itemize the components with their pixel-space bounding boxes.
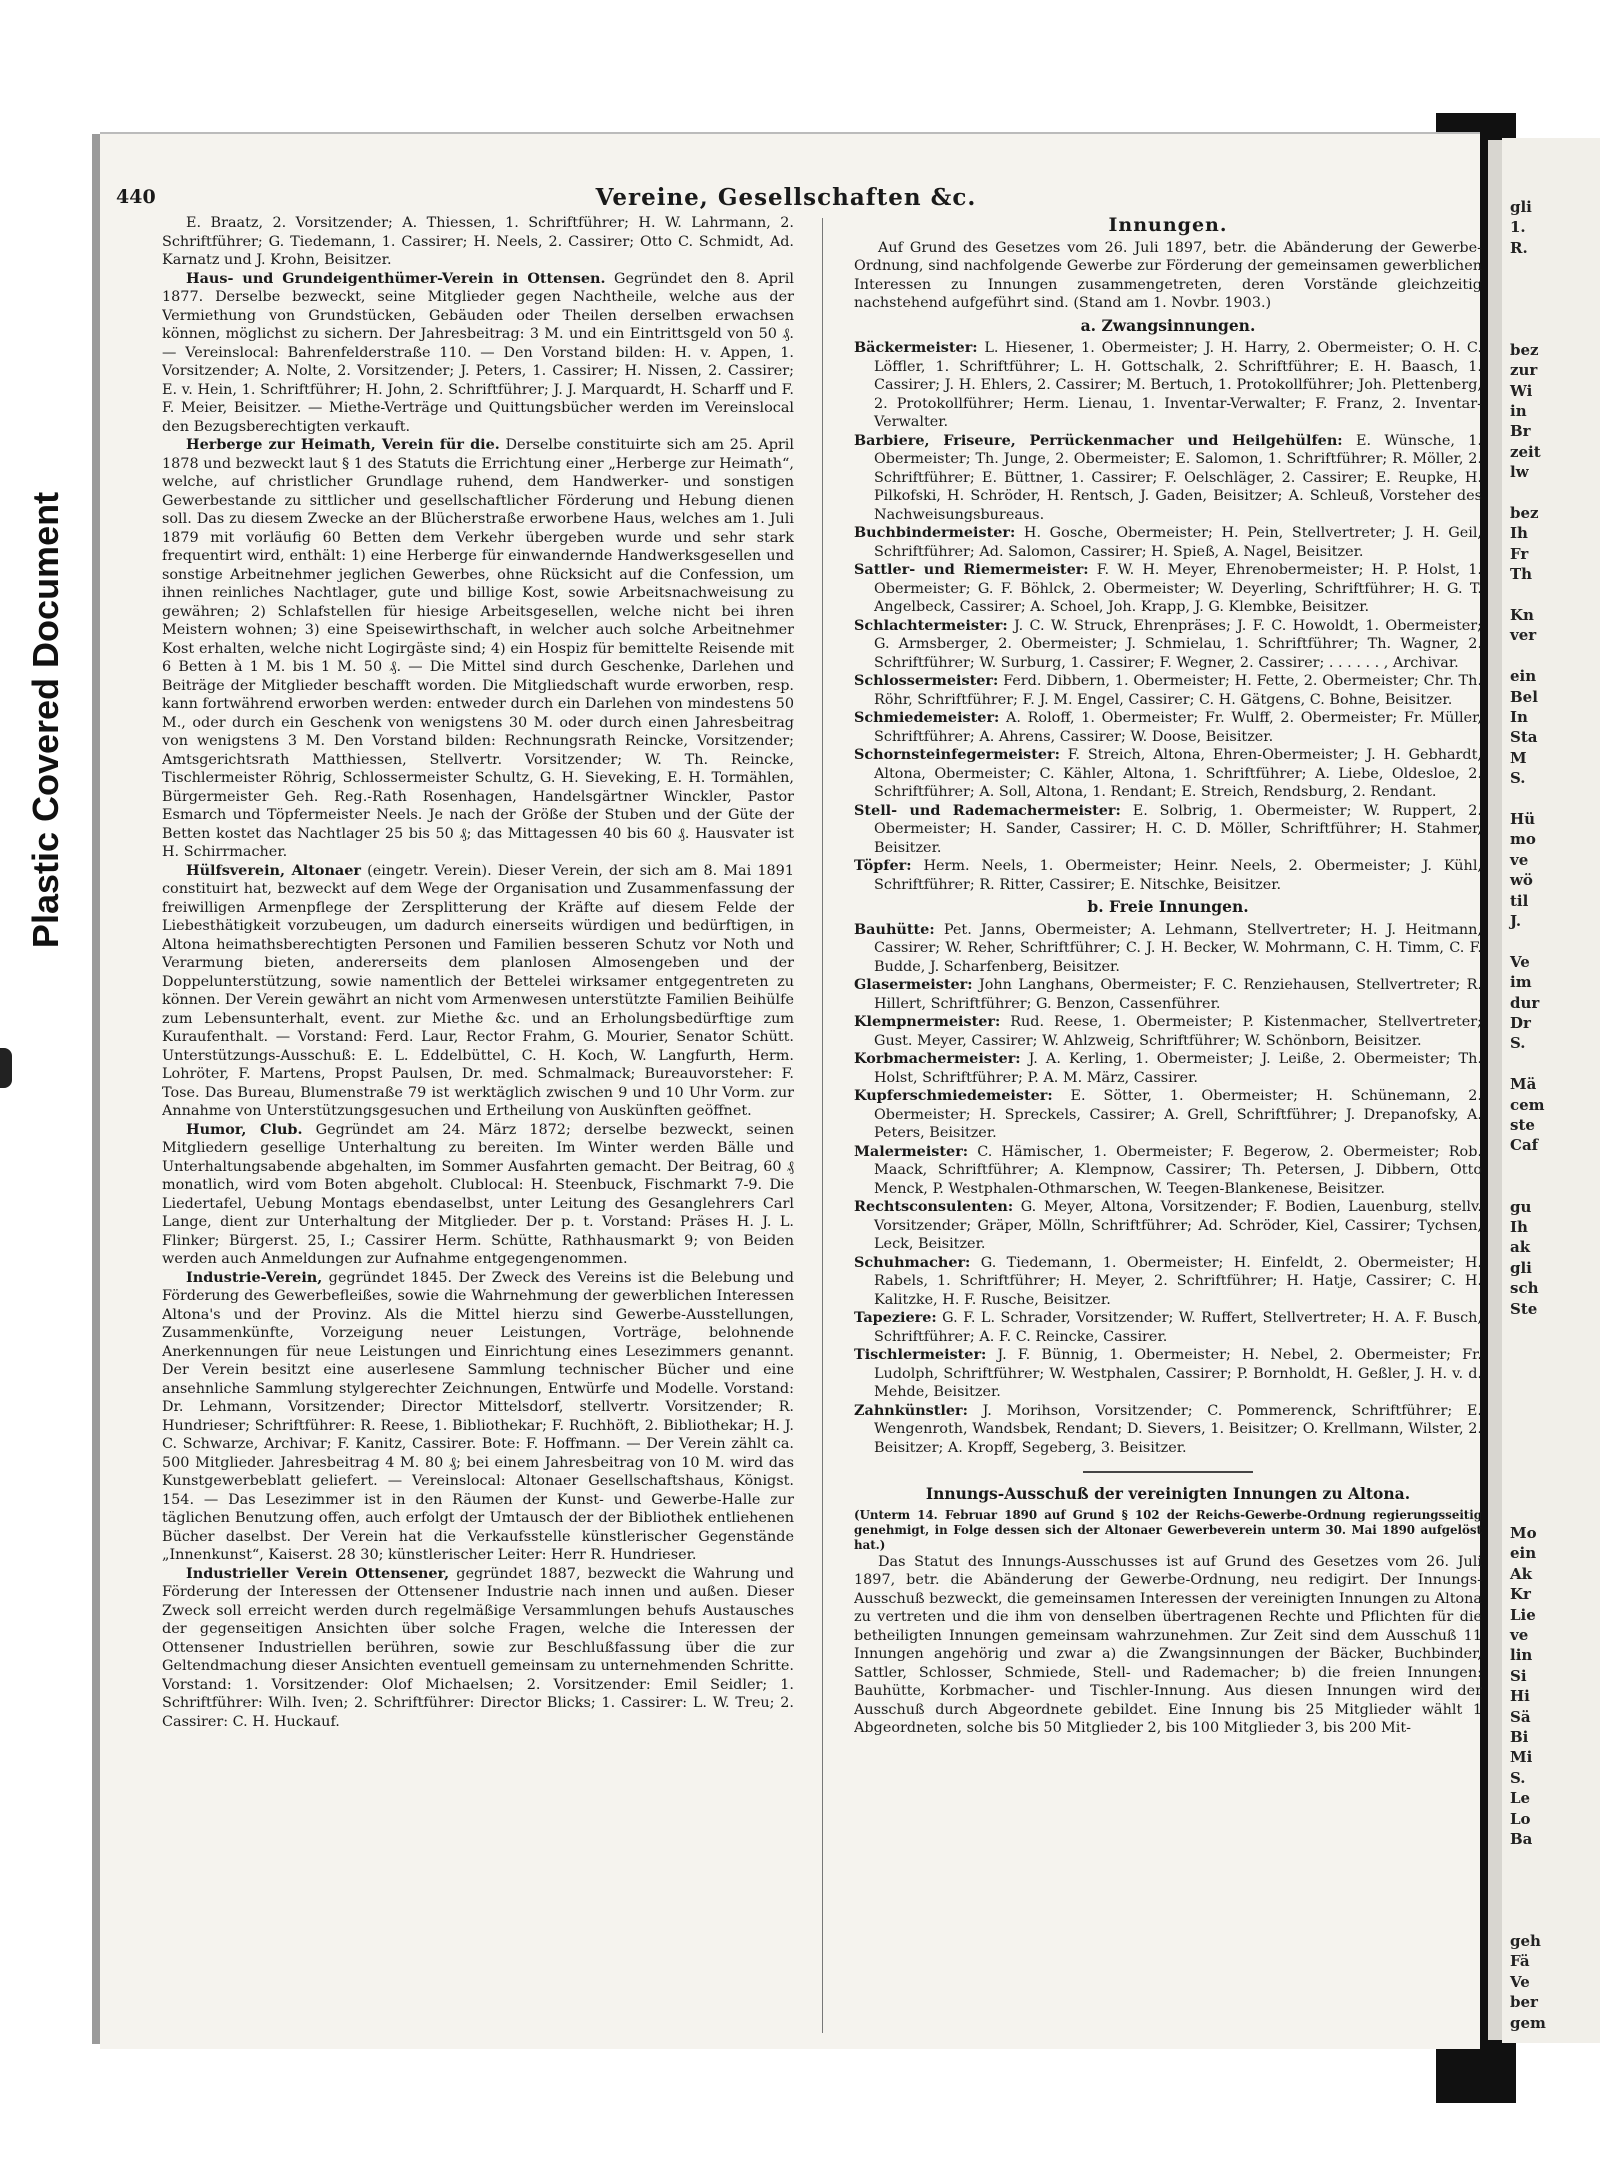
guild-entry: [854, 432, 1482, 525]
next-page-fragment: ein: [1510, 667, 1537, 686]
next-page-fragment: 1.: [1510, 218, 1526, 237]
next-page-fragment: Kr: [1510, 1585, 1531, 1604]
section-rule: [1083, 1471, 1253, 1473]
left-column: [162, 214, 794, 2034]
next-page-fragment: lin: [1510, 1646, 1533, 1665]
next-page-fragment: gli: [1510, 198, 1532, 216]
next-page-fragment: Kn: [1510, 606, 1534, 624]
entry-text: (eingetr. Verein). Dieser Verein, der sich am 8. Mai 1891 constituirt hat, bezweckt auf dem Wege der Organisation und Zusammenfassung der freiwilligen Armenpflege der Zersplitterung der Kräfte auf diesem Felde der Liebesthätigkeit vorzubeugen, um dadurch einerseits würdigen und bedürftigen, in Altona heimathsberechtigten Personen und Familien besseren Schutz vor Noth und Verarmung bieten, andererseits dem planlosen Almosengeben und der Doppelunterstützung, sowie namentlich der Bettelei wirksamer entgegentreten zu können. Der Verein gewährt an nicht vom Armenwesen unterstützte Familien Beihülfe zum Lebensunterhalt, event. zur Miethe &c. und an Erholungsbedürftige zum Kuraufenthalt. — Vorstand: Ferd. Laur, Rector Frahm, G. Mourier, Senator Schütt. Unterstützungs-Ausschuß: E. L. Eddelbüttel, C. H. Koch, W. Langfurth, Herm. Lohröter, F. Martens, Propst Paulsen, Dr. med. Schmalmack; Bureauvorsteher: F. Tose. Das Bureau, Blumenstraße 79 ist werktäglich zwischen 9 und 10 Uhr Vorm. zur Annahme von Unterstützungsgesuchen und Ertheilung von Auskünften geöffnet.: [162, 862, 794, 1119]
guild-name: Klempnermeister:: [854, 1013, 1001, 1030]
guild-entry: [854, 1402, 1482, 1458]
next-page-fragment: mo: [1510, 830, 1536, 849]
entry: [162, 270, 794, 437]
guild-name: Tapeziere:: [854, 1309, 937, 1326]
next-page-fragment: S.: [1510, 769, 1526, 788]
entry-heading: Industrie-Verein,: [186, 1268, 323, 1286]
next-page-fragment: ste: [1510, 1116, 1535, 1134]
next-page-fragment: cem: [1510, 1095, 1545, 1114]
guild-members: John Langhans, Obermeister; F. C. Renziehausen, Stellvertreter; R. Hillert, Schriftführer; G. Benzon, Cassenführer.: [874, 977, 1482, 1012]
guild-entry: [854, 802, 1482, 858]
guild-members: Herm. Neels, 1. Obermeister; Heinr. Neels, 2. Obermeister; J. Kühl, Schriftführer; R. Ritter, Cassirer; E. Nitschke, Beisitzer.: [874, 858, 1482, 893]
guild-members: F. W. H. Meyer, Ehrenobermeister; H. P. Holst, 1. Obermeister; G. F. Böhlck, 2. Obermeister; W. Deyerling, Schriftführer; H. G. T. Angelbeck, Cassirer; A. Schoel, Joh. Krapp, J. G. Klembke, Beisitzer.: [874, 562, 1482, 615]
next-page-fragment: bez: [1510, 504, 1539, 522]
entry-text: gegründet 1845. Der Zweck des Vereins ist die Belebung und Förderung des Gewerbefleißes, sowie die Wahrnehmung der gewerblichen Interessen Altona's und der Provinz. Als die Mittel hierzu sind Gewerbe-Ausstellungen, Zusammenkünfte, Vorzeigung neuer Leistungen, Vorträge, belohnende Anerkennungen für neue Leistungen und Einrichtung eines Lesezimmers genannt. Der Verein besitzt eine auserlesene Sammlung technischer Bücher und eine ansehnliche Sammlung stylgerechter Zeichnungen, Entwürfe und Modelle. Vorstand: Dr. Lehmann, Vorsitzender; Director Mittelsdorf, stellvertr. Vorsitzender; R. Hundrieser; Schriftführer: R. Reese, 1. Bibliothekar; F. Ruchhöft, 2. Bibliothekar; H. J. C. Schwarze, Archivar; F. Kanitz, Cassirer. Bote: F. Hoffmann. — Der Verein zählt ca. 500 Mitglieder. Jahresbeitrag 4 M. 80 ₰; bei einem Jahresbeitrag von 10 M. wird das Kunstgewerbeblatt geliefert. — Vereinslocal: Altonaer Gesellschaftshaus, Königst. 154. — Das Lesezimmer ist in den Räumen der Kunst- und Gewerbe-Halle zur täglichen Benutzung offen, auch erfolgt der Umtausch der der Bibliothek entliehenen Bücher daselbst. Der Verein hat die Verkaufsstelle künstlerischer Gegenstände „Innenkunst“, Kaiserst. 28 30; künstlerischer Leiter: Herr R. Hundrieser.: [162, 1269, 794, 1563]
next-page-fragment: Bi: [1510, 1728, 1529, 1746]
next-page-fragment: S.: [1510, 1034, 1526, 1053]
next-page-fragment: M: [1510, 748, 1527, 767]
next-page-fragment: in: [1510, 402, 1527, 420]
next-page-fragment: zeit: [1510, 442, 1541, 461]
guild-members: J. Morihson, Vorsitzender; C. Pommerenck, Schriftführer; E. Wengenroth, Wandsbek, Rendant; D. Sievers, 1. Beisitzer; O. Krellmann, Wilster, 2. Beisitzer; A. Kropff, Segeberg, 3. Beisitzer.: [874, 1402, 1482, 1456]
next-page-fragment: In: [1510, 708, 1528, 726]
entry-text: Gegründet den 8. April 1877. Derselbe bezweckt, seine Mitglieder gegen Nachtheile, welche aus der Vermiethung von Grundstücken, Gebäuden oder Theilen derselben erwachsen können, möglichst zu sichern. Der Jahresbeitrag: 3 M. und ein Eintrittsgeld von 50 ₰. — Vereinslocal: Bahrenfelderstraße 110. — Den Vorstand bilden: H. v. Appen, 1. Vorsitzender; A. Nolte, 2. Vorsitzender; J. Peters, 1. Cassirer; H. Nissen, 2. Cassirer; E. v. Hein, 1. Schriftführer; H. John, 2. Schriftführer; J. J. Marquardt, H. Scharff und F. F. Meier, Beisitzer. — Miethe-Verträge und Quittungsbücher werden im Vereinslocal den Bezugsberechtigten verkauft.: [162, 270, 794, 435]
guild-members: F. Streich, Altona, Ehren-Obermeister; J. H. Gebhardt, Altona, Obermeister; C. Kähler, Altona, 1. Schriftführer; A. Liebe, Oldesloe, 2. Schriftführer; A. Soll, Altona, 1. Rendant; E. Streich, Rendsburg, 2. Rendant.: [874, 747, 1482, 800]
guild-entry: [854, 339, 1482, 432]
entry-heading: Herberge zur Heimath, Verein für die.: [186, 436, 500, 453]
guild-name: Sattler- und Riemermeister:: [854, 561, 1089, 578]
entry-text: Derselbe constituirte sich am 25. April 1878 und bezweckt laut § 1 des Statuts die Errichtung einer „Herberge zur Heimath“, welche, auf christlicher Grundlage ruhend, dem Handwerker- und sonstigen Gewerbestande zu sittlicher und gesellschaftlicher Förderung und Hebung dienen soll. Das zu diesem Zwecke an der Blücherstraße erworbene Haus, welches am 1. Juli 1879 mit vorläufig 60 Betten dem Verkehr übergeben wurde und sehr stark frequentirt wird, enthält: 1) eine Herberge für einwandernde Handwerksgesellen und sonstige Arbeitnehmer jeglichen Gewerbes, ohne Rücksicht auf die Confession, um ihnen reinliches Nachtlager, gute und billige Kost, sowie Arbeitsnachweisung zu gewähren; 2) Schlafstellen für hiesige Arbeitsgesellen, welche nicht bei ihren Meistern wohnen; 3) eine Speisewirthschaft, in welcher auch solche Arbeitnehmer Kost erhalten, welche nicht Logirgäste sind; 4) ein Hospiz für bemittelte Reisende mit 6 Betten à 1 M. bis 1 M. 50 ₰. — Die Mittel sind durch Geschenke, Darlehen und Beiträge der Mitglieder beschafft worden. Die Mitgliedschaft wurde erworben, resp. kann fortwährend erworben werden: entweder durch ein Darlehen von mindestens 50 M., oder durch ein Geschenk von wenigstens 30 M. oder durch einen Jahresbeitrag von wenigstens 3 M. Den Vorstand bilden: Rechnungsrath Reincke, Vorsitzender; Amtsgerichtsrath Matthiessen, Stellvertr. Vorsitzender; W. Th. Reincke, Tischlermeister Röhrig, Schlossermeister Schultz, G. H. Sieveking, E. H. Tormählen, Bürgermeister Geh. Reg.-Rath Rosenhagen, Handelsgärtner Winckler, Pastor Esmarch und Töpfermeister Neels. Je nach der Größe der Stuben und der Güte der Betten kostet das Nachtlager 25 bis 50 ₰; das Mittagessen 40 bis 60 ₰. Hausvater ist H. Schirrmacher.: [162, 437, 794, 860]
next-page-fragment: Ba: [1510, 1830, 1533, 1848]
guild-entry: [854, 976, 1482, 1013]
guild-members: H. Gosche, Obermeister; H. Pein, Stellvertreter; J. H. Geil, Schriftführer; Ad. Salomon, Cassirer; H. Spieß, A. Nagel, Beisitzer.: [874, 525, 1482, 560]
next-page-fragment: ein: [1510, 1544, 1537, 1563]
next-page-fragment: gu: [1510, 1197, 1532, 1216]
guild-entry: [854, 921, 1482, 977]
next-page-fragment: bez: [1510, 340, 1539, 359]
guild-members: J. A. Kerling, 1. Obermeister; J. Leiße, 2. Obermeister; Th. Holst, Schriftführer; P. A. M. März, Cassirer.: [874, 1051, 1482, 1086]
next-page-fragment: Ih: [1510, 524, 1528, 543]
entry: [162, 1269, 794, 1565]
section-title: Innungen.: [1108, 214, 1228, 236]
next-page-fragment: ak: [1510, 1238, 1531, 1257]
next-page-fragment: geh: [1510, 1932, 1541, 1950]
paragraph: E. Braatz, 2. Vorsitzender; A. Thiessen, 1. Schriftführer; H. W. Lahrmann, 2. Schriftführer; G. Tiedemann, 1. Cassirer; H. Neels, 2. Cassirer; Otto C. Schmidt, Ad. Karnatz und J. Krohn, Beisitzer.: [162, 215, 794, 268]
next-page-fragment: im: [1510, 973, 1532, 992]
guild-entry: [854, 1346, 1482, 1402]
next-page-fragment: ve: [1510, 1626, 1529, 1644]
guild-entry: [854, 1198, 1482, 1254]
subsection-title: b. Freie Innungen.: [1087, 897, 1249, 916]
next-page-fragment: wö: [1510, 871, 1533, 890]
guild-name: Glasermeister:: [854, 976, 973, 993]
guild-entry: [854, 561, 1482, 617]
scan-edge-mark: [0, 1048, 12, 1088]
page-gutter: [1488, 140, 1502, 2040]
paragraph: Auf Grund des Gesetzes vom 26. Juli 1897, betr. die Abänderung der Gewerbe-Ordnung, sind nachfolgende Gewerbe zur Förderung der gemeinsamen gewerblichen Interessen zu Innungen zusammengetreten, deren Vorstände gleichzeitig nachstehend aufgeführt sind. (Stand am 1. Novbr. 1903.): [854, 239, 1482, 311]
next-page-fragment: S.: [1510, 1768, 1526, 1787]
guild-name: Schlossermeister:: [854, 672, 999, 689]
guild-members: G. F. L. Schrader, Vorsitzender; W. Ruffert, Stellvertreter; H. A. F. Busch, Schriftführer; A. F. C. Reincke, Cassirer.: [874, 1310, 1482, 1345]
entry: [162, 1121, 794, 1269]
guild-members: J. F. Bünnig, 1. Obermeister; H. Nebel, 2. Obermeister; Fr. Ludolph, Schriftführer; W. Westphalen, Cassirer; P. Bornholdt, H. Geßler, J. H. v. d. Mehde, Beisitzer.: [874, 1347, 1482, 1400]
guild-name: Schmiedemeister:: [854, 709, 1000, 726]
next-page-fragment: R.: [1510, 238, 1528, 257]
next-page-fragment: Hü: [1510, 810, 1536, 828]
guild-members: G. Tiedemann, 1. Obermeister; H. Einfeldt, 2. Obermeister; H. Rabels, 1. Schriftführer; H. Meyer, 2. Schriftführer; H. Hatje, Cassirer; C. H. Kalitzke, H. F. Rusche, Beisitzer.: [874, 1254, 1482, 1308]
guild-entry: [854, 1143, 1482, 1199]
guild-name: Töpfer:: [854, 857, 912, 874]
right-column: [854, 214, 1482, 2034]
guild-entry: [854, 709, 1482, 746]
next-page-fragment: Sta: [1510, 728, 1538, 747]
guild-members: Pet. Janns, Obermeister; A. Lehmann, Stellvertreter; H. J. Heitmann, Cassirer; W. Reher, Schriftführer; C. J. H. Becker, W. Mohrmann, C. H. Timm, C. F. Budde, J. Scharfenberg, Beisitzer.: [874, 921, 1482, 975]
next-page-fragment: Mä: [1510, 1075, 1537, 1094]
entry: [162, 436, 794, 862]
guild-entry: [854, 1309, 1482, 1346]
guild-name: Stell- und Rademachermeister:: [854, 801, 1121, 819]
next-page-fragment: Ste: [1510, 1299, 1538, 1318]
next-page-fragment: Si: [1510, 1666, 1527, 1685]
next-page-fragment: gem: [1510, 2013, 1546, 2032]
guild-name: Schuhmacher:: [854, 1253, 971, 1271]
paragraph: Das Statut des Innungs-Ausschusses ist auf Grund des Gesetzes vom 26. Juli 1897, betr. die Abänderung der Gewerbe-Ordnung, neu redigirt. Der Innungs-Ausschuß bezweckt, die gemeinsamen Interessen der vereinigten Innungen zu Altona zu vertreten und die ihm von denselben übertragenen Rechte und Pflichten für die betheiligten Innungen gemeinsam wahrzunehmen. Zur Zeit sind dem Ausschuß 11 Innungen angehörig und zwar a) die Zwangsinnungen der Bäcker, Buchbinder, Sattler, Schlosser, Schmiede, Stell- und Rademacher; b) die freien Innungen: Bauhütte, Korbmacher- und Tischler-Innung. Aus diesen Innungen wird der Ausschuß durch Abgeordnete gebildet. Eine Innung bis 25 Mitglieder wählt 1 Abgeordneten, solche bis 50 Mitglieder 2, bis 100 Mitglieder 3, bis 200 Mit-: [854, 1553, 1482, 1736]
guild-name: Malermeister:: [854, 1142, 969, 1160]
entry-heading: Humor, Club.: [186, 1120, 303, 1138]
next-page-fragment: ve: [1510, 850, 1529, 869]
next-page-fragment: Wi: [1510, 381, 1533, 400]
guild-members: L. Hiesener, 1. Obermeister; J. H. Harry, 2. Obermeister; O. H. C. Löffler, 1. Schriftführer; L. H. Gottschalk, 2. Schriftführer; E. H. Baasch, 1. Cassirer; J. H. Ehlers, 2. Cassirer; M. Bertuch, 1. Protokollführer; Joh. Plettenberg, 2. Protokollführer; Herm. Lienau, 1. Inventar-Verwalter; F. Franz, 2. Inventar-Verwalter.: [874, 340, 1482, 430]
guild-name: Korbmachermeister:: [854, 1050, 1021, 1067]
guild-entry: [854, 672, 1482, 709]
next-page-fragment: Bel: [1510, 687, 1538, 706]
scan-side-label: [18, 440, 74, 1000]
guild-entry: [854, 746, 1482, 802]
next-page-fragment: Hi: [1510, 1687, 1530, 1706]
next-page-fragment: Fä: [1510, 1952, 1530, 1971]
guild-members: E. Wünsche, 1. Obermeister; Th. Junge, 2. Obermeister; E. Salomon, 1. Schriftführer; R. Möller, 2. Schriftführer; E. Büttner, 1. Cassirer; F. Oelschläger, 2. Cassirer; E. Reupke, H. Pilkofski, H. Schröder, H. Rentsch, J. Gaden, Beisitzer; A. Schleuß, Vorsteher des Nachweisungsbureaus.: [874, 432, 1482, 523]
next-page-fragment: ber: [1510, 1993, 1538, 2012]
guild-members: G. Meyer, Altona, Vorsitzender; F. Bodien, Lauenburg, stellv. Vorsitzender; Gräper, Mölln, Schriftführer; Ad. Schröder, Kiel, Cassirer; Tychsen, Leck, Beisitzer.: [874, 1199, 1482, 1252]
next-page-fragment: Ve: [1510, 952, 1530, 971]
next-page-fragment: Lie: [1510, 1605, 1536, 1624]
next-page-fragment: Th: [1510, 565, 1533, 584]
next-page-fragment: Mo: [1510, 1524, 1537, 1542]
guild-members: C. Hämischer, 1. Obermeister; F. Begerow, 2. Obermeister; Rob. Maack, Schriftführer; A. Klempnow, Cassirer; Th. Petersen, J. Dibbern, Otto Menck, P. Westphalen-Othmarschen, W. Teegen-Blankenese, Beisitzer.: [874, 1143, 1482, 1197]
guild-entry: [854, 524, 1482, 561]
next-page-fragment: Lo: [1510, 1809, 1531, 1828]
guild-entry: [854, 857, 1482, 894]
next-page-fragment: Caf: [1510, 1136, 1539, 1155]
fine-print-note: (Unterm 14. Februar 1890 auf Grund § 102 der Reichs-Gewerbe-Ordnung regierungsseitig genehmigt, in Folge dessen sich der Altonaer Gewerbeverein unterm 30. Mai 1890 aufgelöst hat.): [854, 1507, 1482, 1552]
next-page-fragment: Le: [1510, 1789, 1531, 1808]
next-page-fragment: Mi: [1510, 1748, 1533, 1767]
next-page-fragment: gli: [1510, 1258, 1532, 1277]
guild-name: Barbiere, Friseure, Perrückenmacher und Heilgehülfen:: [854, 431, 1343, 449]
guild-members: E. Sötter, 1. Obermeister; H. Schünemann, 2. Obermeister; H. Spreckels, Cassirer; A. Grell, Schriftführer; J. Drepanofsky, A. Peters, Beisitzer.: [874, 1088, 1482, 1141]
guild-name: Kupferschmiedemeister:: [854, 1087, 1053, 1104]
guild-members: Rud. Reese, 1. Obermeister; P. Kistenmacher, Stellvertreter; Gust. Meyer, Cassirer; W. Ahlzweig, Schriftführer; W. Schönborn, Beisitzer.: [874, 1014, 1482, 1049]
next-page-edge: [1502, 138, 1600, 2043]
guild-name: Rechtsconsulenten:: [854, 1198, 1014, 1215]
book-page: [100, 132, 1480, 2049]
entry-text: gegründet 1887, bezweckt die Wahrung und Förderung der Interessen der Ottensener Industrie nach innen und außen. Dieser Zweck soll erreicht werden durch regelmäßige Versammlungen behufs Austausches der gegenseitigen Ansichten über solche Fragen, welche die Interessen der Ottensener Industriellen berühren, sowie zur Beschlußfassung über die zur Geltendmachung dieser Ansichten eventuell gemeinsam zu unternehmenden Schritte. Vorstand: 1. Vorsitzender: Olof Michaelsen; 2. Vorsitzender: Emil Seidler; 1. Schriftführer: Wilh. Iven; 2. Schriftführer: Director Blicks; 1. Cassirer: L. W. Treu; 2. Cassirer: C. H. Huckauf.: [162, 1565, 794, 1730]
running-title: Vereine, Gesellschaften &c.: [595, 184, 977, 211]
next-page-fragment: ver: [1510, 626, 1537, 645]
page-header: [116, 184, 1456, 214]
next-page-fragment: lw: [1510, 463, 1529, 482]
guild-entry: [854, 1013, 1482, 1050]
guild-name: Bauhütte:: [854, 920, 935, 938]
entry: [162, 1565, 794, 1732]
guild-members: Ferd. Dibbern, 1. Obermeister; H. Fette, 2. Obermeister; Chr. Th. Röhr, Schriftführer; F. J. M. Engel, Cassirer; C. H. Gätgens, C. Bohne, Beisitzer.: [874, 673, 1482, 708]
next-page-fragment: Dr: [1510, 1014, 1531, 1032]
subsection-title: Innungs-Ausschuß der vereinigten Innungen zu Altona.: [925, 1484, 1411, 1503]
guild-entry: [854, 1087, 1482, 1143]
guild-name: Schornsteinfegermeister:: [854, 746, 1060, 763]
guild-name: Zahnkünstler:: [854, 1401, 968, 1419]
next-page-fragment: Ve: [1510, 1972, 1530, 1991]
column-divider: [822, 218, 823, 2033]
entry: [162, 862, 794, 1121]
guild-members: E. Solbrig, 1. Obermeister; W. Ruppert, 2. Obermeister; H. Sander, Cassirer; H. C. D. Möller, Schriftführer; H. Stahmer, Beisitzer.: [874, 802, 1482, 856]
subsection-title: a. Zwangsinnungen.: [1080, 315, 1256, 335]
next-page-fragment: J.: [1510, 912, 1522, 930]
next-page-fragment: sch: [1510, 1279, 1539, 1298]
next-page-fragment: Ak: [1510, 1564, 1533, 1583]
scan-label-text: Plastic Covered Document: [25, 491, 66, 949]
guild-name: Schlachtermeister:: [854, 616, 1008, 634]
guild-name: Tischlermeister:: [854, 1346, 987, 1363]
guild-entry: [854, 617, 1482, 673]
entry-heading: Industrieller Verein Ottensener,: [186, 1564, 450, 1582]
next-page-fragment: Ih: [1510, 1218, 1528, 1236]
next-page-fragment: Br: [1510, 422, 1531, 441]
entry-heading: Hülfsverein, Altonaer: [186, 861, 361, 879]
guild-entry: [854, 1254, 1482, 1310]
next-page-fragment: Fr: [1510, 544, 1529, 563]
guild-name: Buchbindermeister:: [854, 524, 1016, 541]
next-page-fragment: til: [1510, 891, 1529, 910]
entry-heading: Haus- und Grundeigenthümer-Verein in Ottensen.: [186, 269, 606, 287]
page-number: 440: [116, 186, 156, 208]
next-page-fragment: Sä: [1510, 1707, 1531, 1726]
guild-members: A. Roloff, 1. Obermeister; Fr. Wulff, 2. Obermeister; Fr. Müller, Schriftführer; A. Ahrens, Cassirer; W. Doose, Beisitzer.: [874, 710, 1482, 745]
guild-entry: [854, 1050, 1482, 1087]
guild-members: J. C. W. Struck, Ehrenpräses; J. F. C. Howoldt, 1. Obermeister; G. Armsberger, 2. Obermeister; J. Schmielau, 1. Schriftführer; Th. Wagner, 2. Schriftführer; W. Surburg, 1. Cassirer; F. Wegner, 2. Cassirer; . . . . . . , Archivar.: [874, 617, 1482, 671]
next-page-fragment: dur: [1510, 993, 1540, 1012]
guild-name: Bäckermeister:: [854, 339, 978, 356]
next-page-fragment: zur: [1510, 361, 1538, 380]
entry-text: Gegründet am 24. März 1872; derselbe bezweckt, seinen Mitgliedern gesellige Unterhaltung zu bereiten. Im Winter werden Bälle und Unterhaltungsabende abgehalten, im Sommer Ausfahrten gemacht. Der Beitrag, 60 ₰ monatlich, wird vom Boten abgeholt. Clublocal: H. Steenbuck, Fischmarkt 7-9. Die Liedertafel, Uebung Montags ebendaselbst, unter Leitung des Gesanglehrers Carl Lange, dient zur Unterhaltung der Mitglieder. Der p. t. Vorstand: Präses H. J. L. Flinker; Bürgerst. 25, I.; Cassirer Herm. Schütte, Rathhausmarkt 9; von Beiden werden auch Anmeldungen zur Aufnahme entgegengenommen.: [162, 1121, 794, 1267]
